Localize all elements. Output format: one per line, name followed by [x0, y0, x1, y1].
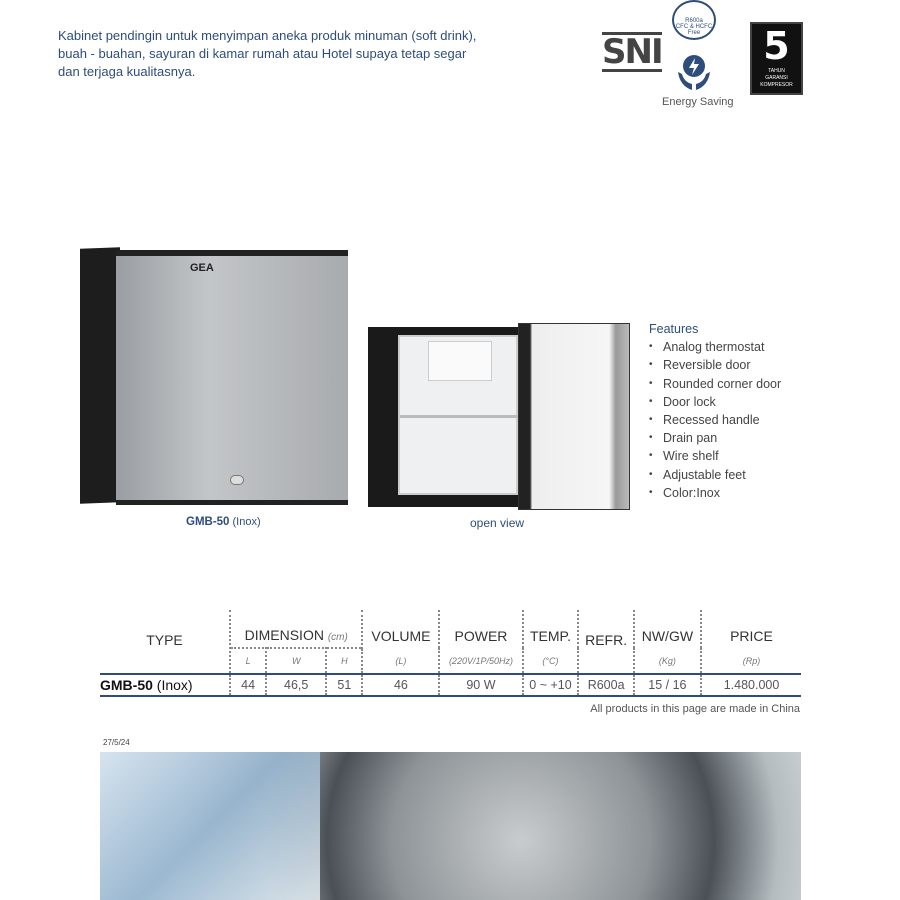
energy-saving-icon [676, 52, 712, 92]
header-l: L [230, 648, 266, 674]
model-variant: (Inox) [232, 516, 261, 528]
feature-item: • Drain pan [649, 429, 781, 447]
cell-w: 46,5 [266, 674, 326, 696]
header-temp: TEMP. [523, 610, 579, 648]
cell-h: 51 [326, 674, 362, 696]
made-in-note: All products in this page are made in China [590, 703, 800, 715]
door-lock-icon [230, 475, 244, 485]
header-refr: REFR. [578, 610, 633, 674]
warranty-text-3: KOMPRESOR [760, 82, 793, 88]
cell-temp: 0 ~ +10 [523, 674, 579, 696]
model-caption [186, 516, 261, 528]
cell-volume: 46 [362, 674, 439, 696]
sni-logo: SNI [602, 32, 662, 72]
nwgw-unit: (Kg) [634, 648, 701, 674]
cell-nwgw: 15 / 16 [634, 674, 701, 696]
header-volume: VOLUME [362, 610, 439, 648]
warranty-badge [750, 22, 803, 95]
header-dimension: DIMENSION (cm) [230, 610, 362, 648]
features-title: Features [649, 322, 699, 336]
model-name: GMB-50 [186, 516, 230, 528]
fridge-closed-image [80, 240, 350, 508]
price-unit: (Rp) [742, 655, 761, 666]
spec-table [100, 610, 801, 697]
brand-logo: GEA [190, 262, 214, 274]
feature-item: • Recessed handle [649, 411, 781, 429]
warranty-text-2: GARANSI [765, 75, 788, 81]
volume-unit: (L) [362, 648, 439, 674]
feature-item: • Adjustable feet [649, 466, 781, 484]
warranty-years: 5 [763, 24, 790, 68]
cell-refr: R600a [578, 674, 633, 696]
fridge-open-image [368, 323, 630, 510]
product-description: Kabinet pendingin untuk menyimpan aneka produk minuman (soft drink), buah - buahan, sayuran di kamar rumah atau Hotel supaya tetap segar dan terjaga kualitasnya. [58, 28, 477, 79]
cell-l: 44 [230, 674, 266, 696]
header-w: W [266, 648, 326, 674]
header-type: TYPE [100, 610, 230, 674]
feature-item: • Rounded corner door [649, 375, 781, 393]
cfc-free-label: CFC & HCFC Free [675, 24, 713, 36]
date-label: 27/5/24 [103, 738, 130, 747]
feature-item: • Color:Inox [649, 484, 781, 502]
energy-saving-label: Energy Saving [662, 96, 734, 108]
cell-type: GMB-50 (Inox) [100, 674, 230, 696]
feature-item: • Reversible door [649, 356, 781, 374]
feature-item: • Wire shelf [649, 447, 781, 465]
cell-price: 1.480.000 [701, 674, 801, 696]
warranty-text-1: TAHUN [768, 68, 785, 74]
r600a-leaf-icon [672, 0, 716, 40]
can-and-ice-photo [100, 752, 801, 900]
feature-item: • Analog thermostat [649, 338, 781, 356]
power-unit: (220V/1P/50Hz) [439, 648, 522, 674]
header-h: H [326, 648, 362, 674]
cell-power: 90 W [439, 674, 522, 696]
refrigerant-label: R600a [685, 18, 703, 24]
temp-unit: (°C) [523, 648, 579, 674]
header-nwgw: NW/GW [634, 610, 701, 648]
features-list [649, 320, 781, 502]
table-row [100, 674, 801, 696]
header-power: POWER [439, 610, 522, 648]
feature-item: • Door lock [649, 393, 781, 411]
open-view-caption: open view [470, 516, 525, 530]
header-price: PRICE [730, 628, 773, 644]
